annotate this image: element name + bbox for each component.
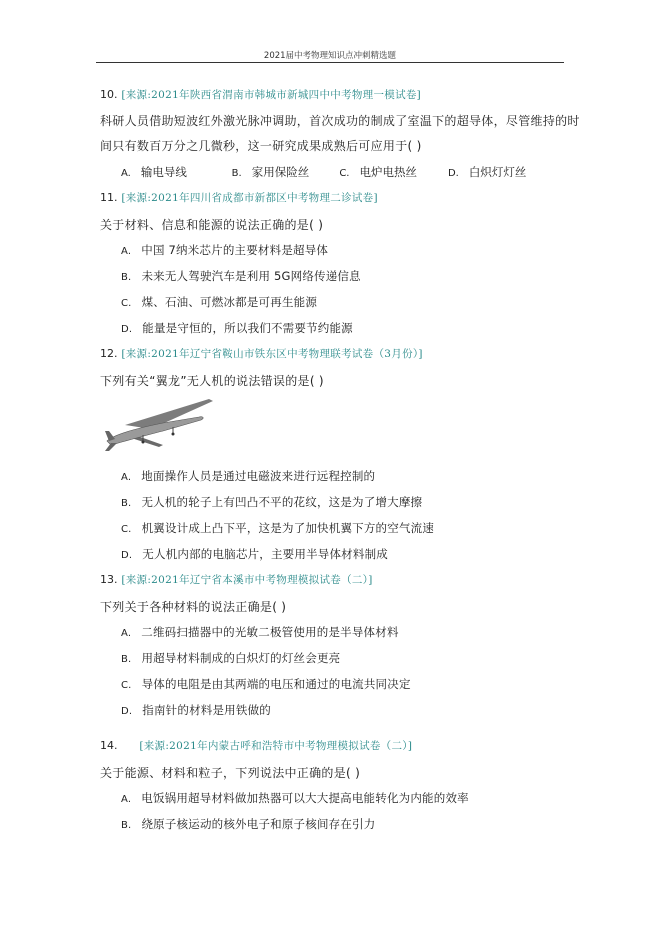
option-b[interactable]: B. 用超导材料制成的白炽灯的灯丝会更亮 bbox=[121, 651, 341, 665]
question-11-heading bbox=[100, 190, 378, 205]
option-b[interactable]: B. 无人机的轮子上有凹凸不平的花纹，这是为了增大摩擦 bbox=[121, 495, 423, 509]
drone-image bbox=[103, 395, 215, 457]
option-a[interactable]: A. 中国 7纳米芯片的主要材料是超导体 bbox=[121, 243, 329, 257]
question-14-heading bbox=[100, 738, 412, 753]
option-c[interactable]: C. 电炉电热丝 bbox=[339, 165, 417, 179]
question-number: 14. bbox=[100, 739, 118, 752]
question-number: 11. bbox=[100, 191, 118, 204]
question-number: 12. bbox=[100, 347, 118, 360]
page-header: 2021届中考物理知识点冲刺精选题 bbox=[263, 51, 397, 61]
option-c[interactable]: C. 煤、石油、可燃冰都是可再生能源 bbox=[121, 295, 318, 309]
option-a[interactable]: A. 输电导线 bbox=[121, 165, 187, 179]
question-14-stem: 关于能源、材料和粒子，下列说法中正确的是( ) bbox=[100, 766, 361, 780]
question-11-stem: 关于材料、信息和能源的说法正确的是( ) bbox=[100, 218, 324, 232]
option-b[interactable]: B. 家用保险丝 bbox=[231, 165, 310, 179]
question-10-stem-line-1: 科研人员借助短波红外激光脉冲调助，首次成功的制成了室温下的超导体，尽管维持的时 bbox=[100, 114, 580, 128]
question-source: [来源:2021年辽宁省本溪市中考物理模拟试卷（二）] bbox=[121, 574, 373, 586]
option-a[interactable]: A. 电饭锅用超导材料做加热器可以大大提高电能转化为内能的效率 bbox=[121, 791, 469, 805]
question-source: [来源:2021年辽宁省鞍山市铁东区中考物理联考试卷（3月份）] bbox=[121, 348, 423, 360]
option-d[interactable]: D. 无人机内部的电脑芯片，主要用半导体材料制成 bbox=[121, 547, 388, 561]
question-13-heading bbox=[100, 572, 373, 587]
question-12-heading bbox=[100, 346, 423, 361]
question-source: [来源:2021年内蒙古呼和浩特市中考物理模拟试卷（二）] bbox=[139, 740, 413, 752]
option-d[interactable]: D. 白炽灯灯丝 bbox=[447, 165, 527, 179]
question-number: 13. bbox=[100, 573, 118, 586]
question-12-stem: 下列有关“翼龙”无人机的说法错误的是( ) bbox=[100, 374, 324, 388]
option-a[interactable]: A. 地面操作人员是通过电磁波来进行远程控制的 bbox=[121, 469, 376, 483]
option-c[interactable]: C. 机翼设计成上凸下平，这是为了加快机翼下方的空气流速 bbox=[121, 521, 435, 535]
option-d[interactable]: D. 能量是守恒的，所以我们不需要节约能源 bbox=[121, 321, 353, 335]
question-10-options bbox=[121, 164, 526, 180]
header-divider bbox=[96, 62, 564, 63]
question-source: [来源:2021年陕西省渭南市韩城市新城四中中考物理一模试卷] bbox=[121, 89, 422, 101]
option-d[interactable]: D. 指南针的材料是用铁做的 bbox=[121, 703, 271, 717]
option-c[interactable]: C. 导体的电阻是由其两端的电压和通过的电流共同决定 bbox=[121, 677, 411, 691]
question-source: [来源:2021年四川省成都市新都区中考物理二诊试卷] bbox=[121, 192, 378, 204]
option-b[interactable]: B. 绕原子核运动的核外电子和原子核间存在引力 bbox=[121, 817, 376, 831]
option-a[interactable]: A. 二维码扫描器中的光敏二极管使用的是半导体材料 bbox=[121, 625, 399, 639]
question-13-stem: 下列关于各种材料的说法正确是( ) bbox=[100, 600, 287, 614]
option-b[interactable]: B. 未来无人驾驶汽车是利用 5G网络传递信息 bbox=[121, 269, 361, 283]
question-number: 10. bbox=[100, 88, 118, 101]
question-10-stem-line-2: 间只有数百万分之几微秒，这一研究成果成熟后可应用于( ) bbox=[100, 139, 422, 153]
question-10-heading bbox=[100, 87, 421, 102]
